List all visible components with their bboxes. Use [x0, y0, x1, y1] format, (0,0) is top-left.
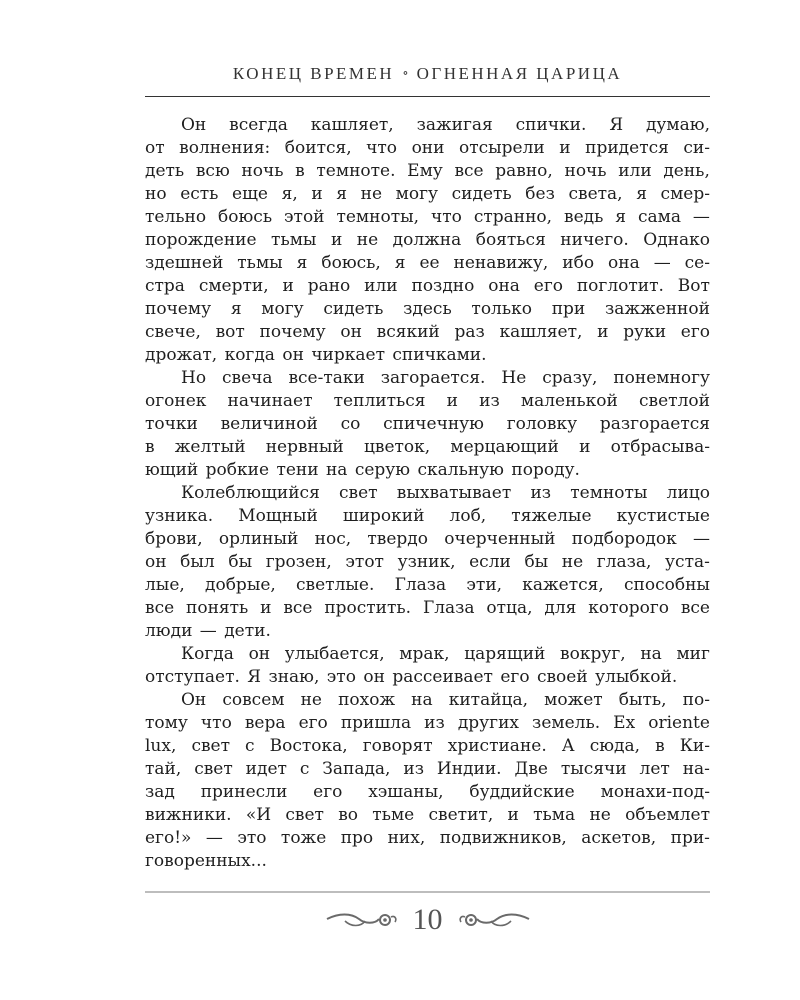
footer-rule: [145, 891, 710, 893]
text-line: люди — дети.: [145, 621, 271, 641]
text-line: тому что вера его пришла из других земель. Ex oriente: [145, 713, 710, 733]
header-separator: ∘: [402, 65, 409, 80]
text-line: точки величиной со спичечную головку разгорается: [145, 414, 710, 434]
text-line: Но свеча все-таки загорается. Не сразу, понемногу: [181, 368, 710, 388]
text-line: его!» — это тоже про них, подвижников, аскетов, при-: [145, 828, 710, 848]
text-line: Он всегда кашляет, зажигая спички. Я думаю,: [181, 115, 710, 135]
paragraph: [145, 367, 710, 482]
right-ornament-icon: [457, 909, 531, 931]
text-line: тельно боюсь этой темноты, что странно, ведь я сама —: [145, 207, 710, 227]
text-line: Колеблющийся свет выхватывает из темноты лицо: [181, 483, 710, 503]
text-line: в желтый нервный цветок, мерцающий и отбрасыва-: [145, 437, 710, 457]
page-number: 10: [412, 903, 443, 936]
text-line: огонек начинает теплиться и из маленькой светлой: [145, 391, 710, 411]
text-line: брови, орлиный нос, твердо очерченный подбородок —: [145, 529, 710, 549]
text-line: Когда он улыбается, мрак, царящий вокруг, на миг: [181, 644, 710, 664]
text-line: отступает. Я знаю, это он рассеивает его своей улыбкой.: [145, 667, 678, 687]
text-line: порождение тьмы и не должна бояться ничего. Однако: [145, 230, 710, 250]
text-line: лые, добрые, светлые. Глаза эти, кажется, способны: [145, 575, 710, 595]
text-line: от волнения: боится, что они отсырели и придется си-: [145, 138, 710, 158]
header-book-title: ОГНЕННАЯ ЦАРИЦА: [416, 64, 623, 83]
text-line: все понять и все простить. Глаза отца, для которого все: [145, 598, 710, 618]
paragraph: [145, 114, 710, 367]
text-line: lux, свет с Востока, говорят христиане. А сюда, в Ки-: [145, 736, 710, 756]
paragraph: [145, 643, 710, 689]
page-footer: [145, 900, 710, 940]
header-series-title: КОНЕЦ ВРЕМЕН: [232, 64, 395, 83]
running-header: [145, 64, 710, 84]
page-body-text: [145, 114, 710, 873]
text-line: вижники. «И свет во тьме светит, и тьма не объемлет: [145, 805, 710, 825]
text-line: узника. Мощный широкий лоб, тяжелые кустистые: [145, 506, 710, 526]
text-line: деть всю ночь в темноте. Ему все равно, ночь или день,: [145, 161, 710, 181]
text-line: ющий робкие тени на серую скальную породу.: [145, 460, 580, 480]
paragraph: [145, 689, 710, 873]
text-line: но есть еще я, и я не могу сидеть без света, я смер-: [145, 184, 710, 204]
text-line: дрожат, когда он чиркает спичками.: [145, 345, 487, 365]
text-line: говоренных...: [145, 851, 267, 871]
text-line: здешней тьмы я боюсь, я ее ненавижу, ибо она — се-: [145, 253, 710, 273]
text-line: тай, свет идет с Запада, из Индии. Две тысячи лет на-: [145, 759, 710, 779]
text-line: стра смерти, и рано или поздно она его поглотит. Вот: [145, 276, 710, 296]
text-line: он был бы грозен, этот узник, если бы не глаза, уста-: [145, 552, 710, 572]
text-line: Он совсем не похож на китайца, может быть, по-: [181, 690, 710, 710]
text-line: зад принесли его хэшаны, буддийские монахи-под-: [145, 782, 710, 802]
header-rule: [145, 96, 710, 97]
left-ornament-icon: [325, 909, 399, 931]
paragraph: [145, 482, 710, 643]
text-line: почему я могу сидеть здесь только при зажженной: [145, 299, 710, 319]
text-line: свече, вот почему он всякий раз кашляет, и руки его: [145, 322, 710, 342]
